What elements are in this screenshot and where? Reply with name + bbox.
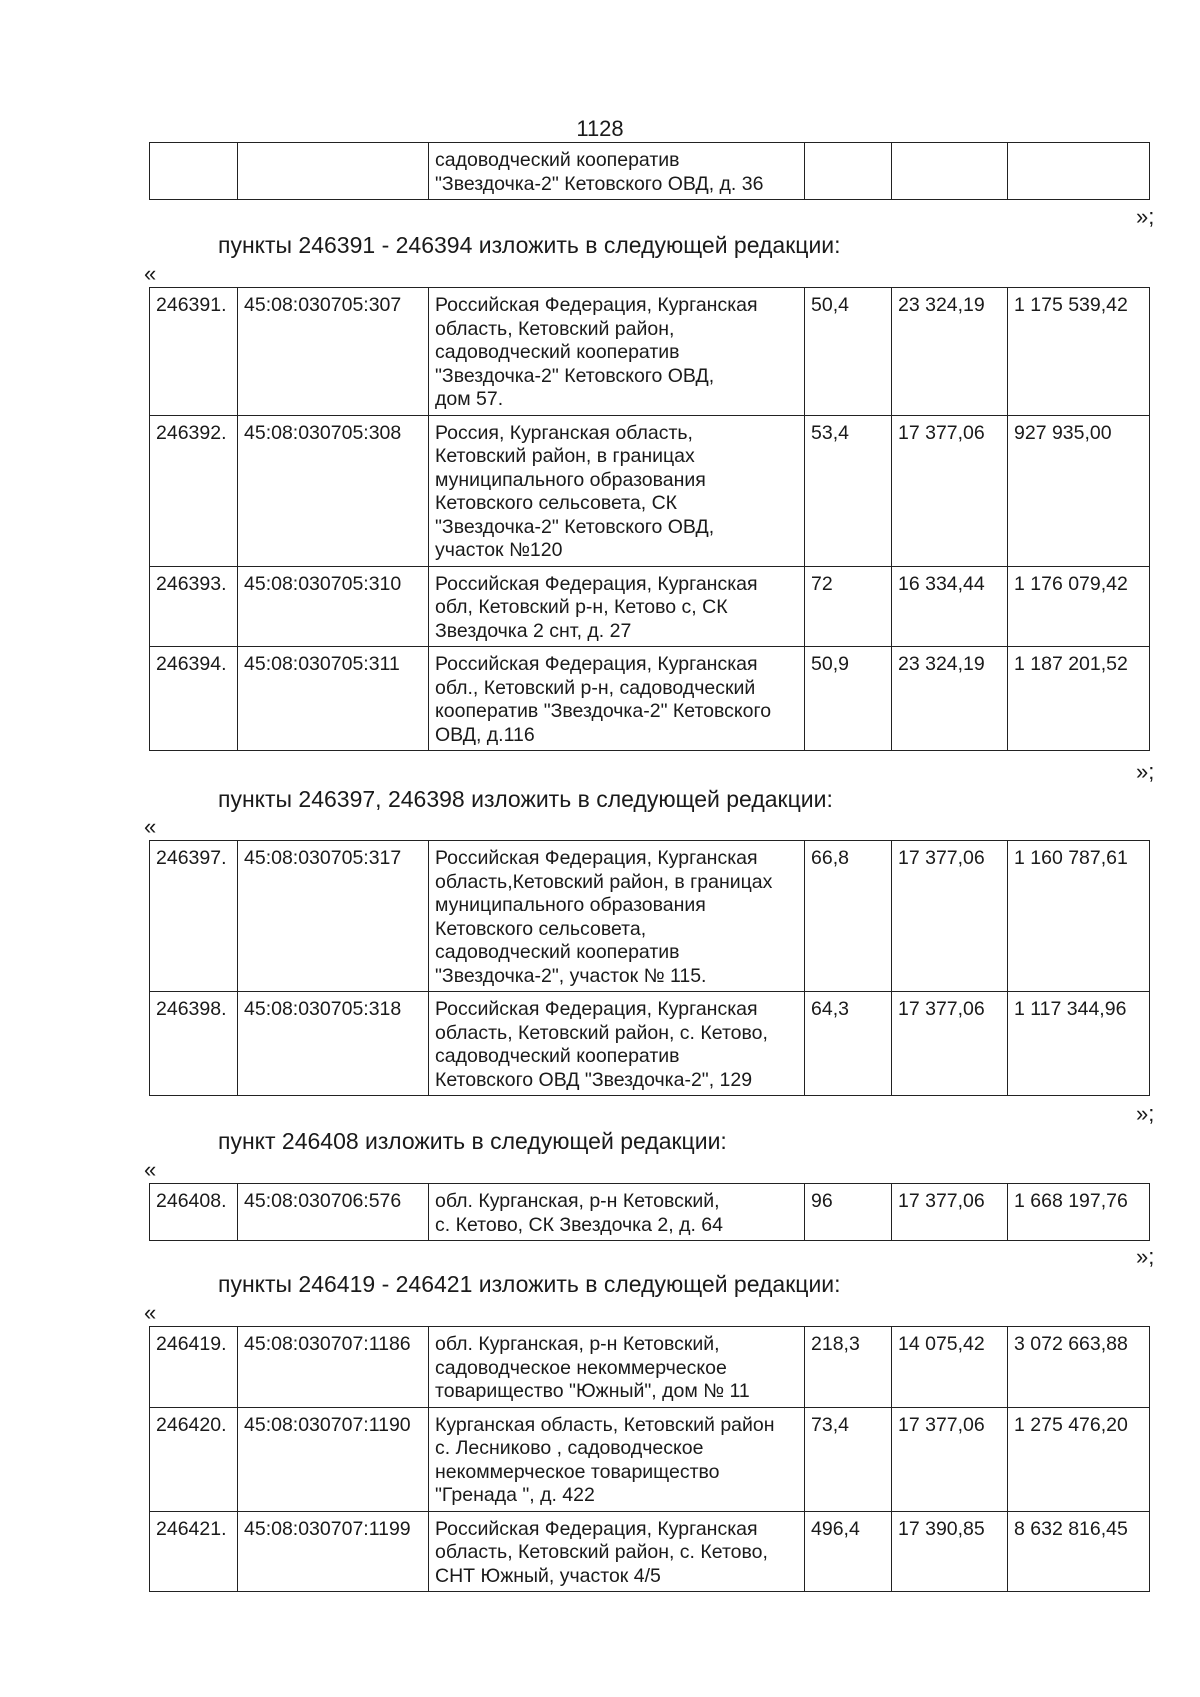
address-cell (429, 143, 805, 200)
table-row (150, 1327, 1150, 1408)
cadastral-value-cell: 1 275 476,20 (1008, 1407, 1150, 1511)
rate-cell: 16 334,44 (892, 566, 1008, 647)
address-line: СНТ Южный, участок 4/5 (435, 1564, 661, 1587)
row-number-cell: 246420. (150, 1407, 238, 1511)
address-cell (429, 1511, 805, 1592)
area-cell: 66,8 (805, 841, 892, 992)
rate-cell (892, 143, 1008, 200)
table-row (150, 841, 1150, 992)
table-row (150, 143, 1150, 200)
address-line: Россия, Курганская область, (435, 421, 693, 444)
address-line: "Звездочка-2" Кетовского ОВД, (435, 515, 715, 538)
area-cell: 50,4 (805, 288, 892, 416)
table-row (150, 1184, 1150, 1241)
address-line: обл., Кетовский р-н, садоводческий (435, 676, 756, 699)
address-cell (429, 1407, 805, 1511)
address-line: Кетовский район, в границах (435, 445, 695, 467)
cadastral-number-cell: 45:08:030705:317 (238, 841, 429, 992)
cadastral-value-cell: 1 117 344,96 (1008, 992, 1150, 1096)
closing-quote: »; (1136, 1244, 1155, 1269)
table-row (150, 1511, 1150, 1592)
cadastral-number-cell: 45:08:030707:1186 (238, 1327, 429, 1408)
area-cell: 50,9 (805, 647, 892, 751)
address-line: обл. Курганская, р-н Кетовский, (435, 1333, 720, 1355)
cadastral-value-cell: 927 935,00 (1008, 415, 1150, 566)
table-section-1 (149, 287, 1150, 751)
area-cell: 73,4 (805, 1407, 892, 1511)
section-heading: пункты 246419 - 246421 изложить в следующей редакции: (218, 1271, 841, 1297)
cadastral-value-cell: 8 632 816,45 (1008, 1511, 1150, 1592)
address-line: садоводческое некоммерческое (435, 1356, 727, 1379)
address-line: Звездочка 2 снт, д. 27 (435, 619, 632, 642)
address-line: Курганская область, Кетовский район (435, 1413, 775, 1436)
table-fragment-top (149, 142, 1150, 200)
area-cell: 218,3 (805, 1327, 892, 1408)
cadastral-number-cell: 45:08:030705:311 (238, 647, 429, 751)
address-line: садоводческий кооператив (435, 341, 680, 363)
address-line: с. Лесниково , садоводческое (435, 1437, 704, 1459)
address-line: Кетовского сельсовета, СК (435, 492, 678, 514)
address-line: садоводческий кооператив (435, 1045, 680, 1067)
opening-quote: « (144, 1300, 157, 1325)
area-cell: 53,4 (805, 415, 892, 566)
address-line: некоммерческое товарищество (435, 1460, 720, 1483)
area-cell: 64,3 (805, 992, 892, 1096)
table-row (150, 566, 1150, 647)
row-number-cell (150, 143, 238, 200)
cadastral-number-cell: 45:08:030705:307 (238, 288, 429, 416)
address-line: товарищество "Южный", дом № 11 (435, 1380, 750, 1402)
cadastral-number-cell (238, 143, 429, 200)
area-cell (805, 143, 892, 200)
table-row (150, 1407, 1150, 1511)
row-number-cell: 246398. (150, 992, 238, 1096)
cadastral-number-cell: 45:08:030707:1199 (238, 1511, 429, 1592)
address-line: область, Кетовский район, с. Кетово, (435, 1021, 768, 1044)
row-number-cell: 246408. (150, 1184, 238, 1241)
cadastral-number-cell: 45:08:030707:1190 (238, 1407, 429, 1511)
address-line: обл, Кетовский р-н, Кетово с, СК (435, 596, 728, 618)
area-cell: 96 (805, 1184, 892, 1241)
section-heading: пункт 246408 изложить в следующей редакции: (218, 1128, 727, 1154)
row-number-cell: 246392. (150, 415, 238, 566)
address-cell (429, 566, 805, 647)
address-cell (429, 415, 805, 566)
table-row (150, 992, 1150, 1096)
section-heading: пункты 246391 - 246394 изложить в следующей редакции: (218, 232, 841, 258)
address-line: "Звездочка-2" Кетовского ОВД, (435, 364, 715, 387)
address-line: обл. Курганская, р-н Кетовский, (435, 1190, 720, 1212)
cadastral-value-cell (1008, 143, 1150, 200)
address-cell (429, 1327, 805, 1408)
rate-cell: 17 377,06 (892, 992, 1008, 1096)
address-cell (429, 1184, 805, 1241)
rate-cell: 17 377,06 (892, 841, 1008, 992)
cadastral-value-cell: 1 668 197,76 (1008, 1184, 1150, 1241)
address-line: Кетовского сельсовета, (435, 917, 647, 940)
rate-cell: 17 377,06 (892, 1407, 1008, 1511)
rate-cell: 17 377,06 (892, 1184, 1008, 1241)
table-section-4 (149, 1326, 1150, 1592)
table-section-2 (149, 840, 1150, 1096)
closing-quote: »; (1136, 204, 1155, 229)
address-line: "Звездочка-2", участок № 115. (435, 964, 707, 987)
address-line: садоводческий кооператив (435, 149, 680, 171)
rate-cell: 14 075,42 (892, 1327, 1008, 1408)
row-number-cell: 246421. (150, 1511, 238, 1592)
rate-cell: 17 390,85 (892, 1511, 1008, 1592)
address-line: "Гренада ", д. 422 (435, 1484, 595, 1506)
table-section-3 (149, 1183, 1150, 1241)
address-line: Российская Федерация, Курганская (435, 998, 758, 1020)
address-line: Российская Федерация, Курганская (435, 572, 758, 595)
cadastral-value-cell: 1 175 539,42 (1008, 288, 1150, 416)
opening-quote: « (144, 1157, 157, 1182)
address-line: участок №120 (435, 539, 563, 561)
closing-quote: »; (1136, 1101, 1155, 1126)
address-line: ОВД, д.116 (435, 723, 535, 746)
rate-cell: 23 324,19 (892, 288, 1008, 416)
cadastral-number-cell: 45:08:030705:310 (238, 566, 429, 647)
cadastral-number-cell: 45:08:030705:308 (238, 415, 429, 566)
address-line: с. Кетово, СК Звездочка 2, д. 64 (435, 1213, 723, 1236)
address-line: область, Кетовский район, (435, 317, 675, 340)
area-cell: 72 (805, 566, 892, 647)
address-line: дом 57. (435, 388, 504, 410)
cadastral-value-cell: 3 072 663,88 (1008, 1327, 1150, 1408)
address-line: "Звездочка-2" Кетовского ОВД, д. 36 (435, 172, 764, 195)
address-line: садоводческий кооператив (435, 941, 680, 963)
address-line: Кетовского ОВД "Звездочка-2", 129 (435, 1068, 753, 1091)
page-number: 1128 (576, 116, 624, 141)
row-number-cell: 246419. (150, 1327, 238, 1408)
address-line: область, Кетовский район, с. Кетово, (435, 1541, 768, 1563)
cadastral-number-cell: 45:08:030706:576 (238, 1184, 429, 1241)
cadastral-value-cell: 1 187 201,52 (1008, 647, 1150, 751)
row-number-cell: 246393. (150, 566, 238, 647)
address-cell (429, 992, 805, 1096)
address-line: муниципального образования (435, 468, 706, 491)
row-number-cell: 246394. (150, 647, 238, 751)
section-heading: пункты 246397, 246398 изложить в следующей редакции: (218, 786, 833, 812)
address-line: область,Кетовский район, в границах (435, 870, 773, 893)
rate-cell: 17 377,06 (892, 415, 1008, 566)
area-cell: 496,4 (805, 1511, 892, 1592)
address-line: Российская Федерация, Курганская (435, 294, 758, 316)
row-number-cell: 246397. (150, 841, 238, 992)
address-line: муниципального образования (435, 894, 706, 916)
address-cell (429, 288, 805, 416)
table-row (150, 415, 1150, 566)
opening-quote: « (144, 261, 157, 286)
address-line: Российская Федерация, Курганская (435, 847, 758, 869)
table-row (150, 647, 1150, 751)
cadastral-value-cell: 1 176 079,42 (1008, 566, 1150, 647)
row-number-cell: 246391. (150, 288, 238, 416)
address-line: Российская Федерация, Курганская (435, 653, 758, 675)
address-cell (429, 647, 805, 751)
table-row (150, 288, 1150, 416)
rate-cell: 23 324,19 (892, 647, 1008, 751)
address-cell (429, 841, 805, 992)
address-line: Российская Федерация, Курганская (435, 1517, 758, 1540)
opening-quote: « (144, 814, 157, 839)
closing-quote: »; (1136, 759, 1155, 784)
address-line: кооператив "Звездочка-2" Кетовского (435, 700, 772, 722)
cadastral-value-cell: 1 160 787,61 (1008, 841, 1150, 992)
cadastral-number-cell: 45:08:030705:318 (238, 992, 429, 1096)
